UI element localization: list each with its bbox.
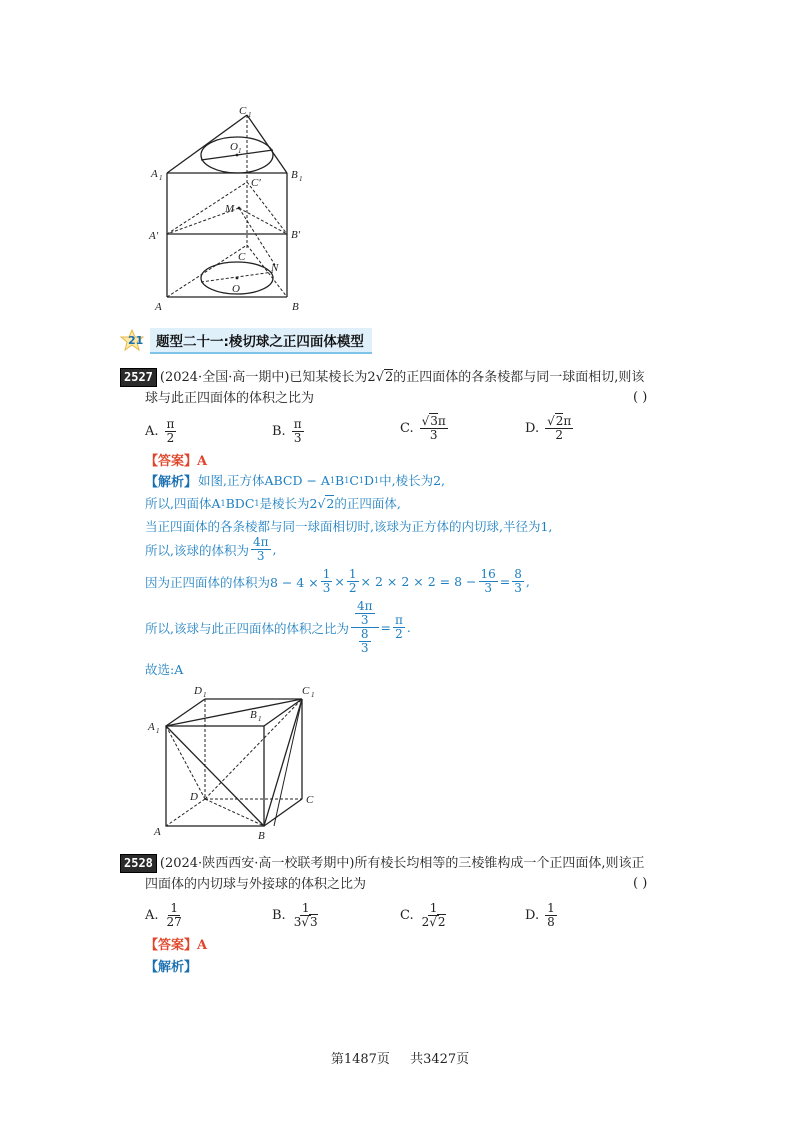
label-b1-cube: B bbox=[250, 709, 257, 721]
explanation-label: 【解析】 bbox=[145, 960, 198, 975]
svg-text:1: 1 bbox=[311, 691, 315, 699]
answer-label: 【答案】A bbox=[145, 454, 208, 469]
label-b-cube: B bbox=[258, 830, 265, 842]
option-a: A. $\frac{1}{27}$ bbox=[145, 901, 182, 929]
svg-text:1: 1 bbox=[238, 147, 242, 155]
page-number: 第1487页 bbox=[330, 1052, 390, 1067]
option-c: C. $\frac{√3\pi}{3}$ bbox=[400, 414, 446, 442]
option-b: B. $\frac{1}{3√3}$ bbox=[272, 901, 318, 929]
question-2527-line2: 球与此正四面体的体积之比为 bbox=[145, 391, 315, 406]
label-c1-cube: C bbox=[302, 685, 310, 697]
label-c1: C bbox=[239, 105, 247, 117]
answer-label: 【答案】A bbox=[145, 938, 208, 953]
explanation-line7: 故选:A bbox=[145, 662, 184, 677]
section-number: 21 bbox=[128, 334, 144, 347]
label-o: O bbox=[232, 283, 240, 295]
label-b1: B bbox=[291, 169, 298, 181]
explanation-line5: 因为正四面体的体积为8 − 4 × $\frac{1}{3}$ × $\frac{1}{2}$ × 2 × 2 × 2 = 8 − $\frac{16}{3}$ = $\frac{8}{3}$ , bbox=[145, 567, 530, 595]
answer-paren: ( ) bbox=[633, 876, 648, 891]
label-d1: D bbox=[194, 685, 202, 697]
question-2528-line1: 2528 (2024·陕西西安·高一校联考期中)所有棱长均相等的三棱锥构成一个正四面体,则该正 bbox=[120, 854, 645, 873]
figure-prism-spheres bbox=[145, 100, 315, 315]
section-header bbox=[120, 329, 372, 353]
label-c-prime: C′ bbox=[251, 177, 261, 189]
svg-text:1: 1 bbox=[248, 111, 252, 119]
label-a: A bbox=[155, 301, 162, 313]
svg-text:1: 1 bbox=[299, 175, 303, 183]
svg-text:1: 1 bbox=[159, 174, 163, 182]
label-b-prime: B′ bbox=[291, 229, 301, 241]
label-n: N bbox=[271, 262, 279, 274]
question-2527-line1: 2527 (2024·全国·高一期中)已知某棱长为2√2的正四面体的各条棱都与同一球面相切,则该 bbox=[120, 368, 644, 387]
figure-cube-tetrahedron bbox=[140, 682, 330, 842]
question-number: 2527 bbox=[120, 368, 157, 387]
label-c-cube: C bbox=[306, 794, 314, 806]
option-b: B. $\frac{\pi}{3}$ bbox=[272, 417, 302, 445]
label-b: B bbox=[292, 301, 299, 313]
option-c: C. $\frac{1}{2√2}$ bbox=[400, 901, 446, 929]
label-a1: A bbox=[151, 168, 158, 180]
label-a-prime: A′ bbox=[149, 230, 159, 242]
page-footer bbox=[0, 1048, 800, 1067]
explanation-label: 【解析】 bbox=[145, 475, 198, 490]
star-badge-icon bbox=[120, 329, 150, 353]
label-a1-cube: A bbox=[148, 721, 155, 733]
label-c: C bbox=[238, 251, 246, 263]
label-o1: O bbox=[230, 141, 238, 153]
explanation-line2: 所以,四面体A 1 BDC 1 是棱长为2 √ 2 的正四面体, bbox=[145, 495, 401, 511]
explanation-line3: 当正四面体的各条棱都与同一球面相切时,该球为正方体的内切球,半径为1, bbox=[145, 519, 553, 534]
svg-text:1: 1 bbox=[258, 715, 262, 723]
question-number: 2528 bbox=[120, 854, 157, 873]
explanation-line6: 所以,该球与此正四面体的体积之比为 $\frac{\frac{4\pi}{3}}{\frac{8}{3}}$ = $\frac{\pi}{2}$ . bbox=[145, 599, 411, 655]
explanation-line1: 如图,正方体ABCD − A 1 B 1 C 1 D 1 中,棱长为2, bbox=[198, 472, 446, 488]
svg-text:1: 1 bbox=[203, 691, 207, 699]
label-d-cube: D bbox=[190, 791, 198, 803]
page-total: 共3427页 bbox=[410, 1052, 470, 1067]
question-2528-line2: 四面体的内切球与外接球的体积之比为 bbox=[145, 877, 367, 892]
option-a: A. $\frac{\pi}{2}$ bbox=[145, 417, 175, 445]
svg-text:1: 1 bbox=[156, 727, 160, 735]
section-title: 题型二十一:棱切球之正四面体模型 bbox=[150, 328, 372, 354]
label-a-cube: A bbox=[154, 826, 161, 838]
option-d: D. $\frac{1}{8}$ bbox=[525, 901, 555, 929]
answer-paren: ( ) bbox=[633, 390, 648, 405]
label-m: M bbox=[225, 203, 235, 215]
explanation-line4: 所以,该球的体积为 $\frac{4\pi}{3}$ , bbox=[145, 535, 277, 563]
option-d: D. $\frac{√2\pi}{2}$ bbox=[525, 414, 572, 442]
